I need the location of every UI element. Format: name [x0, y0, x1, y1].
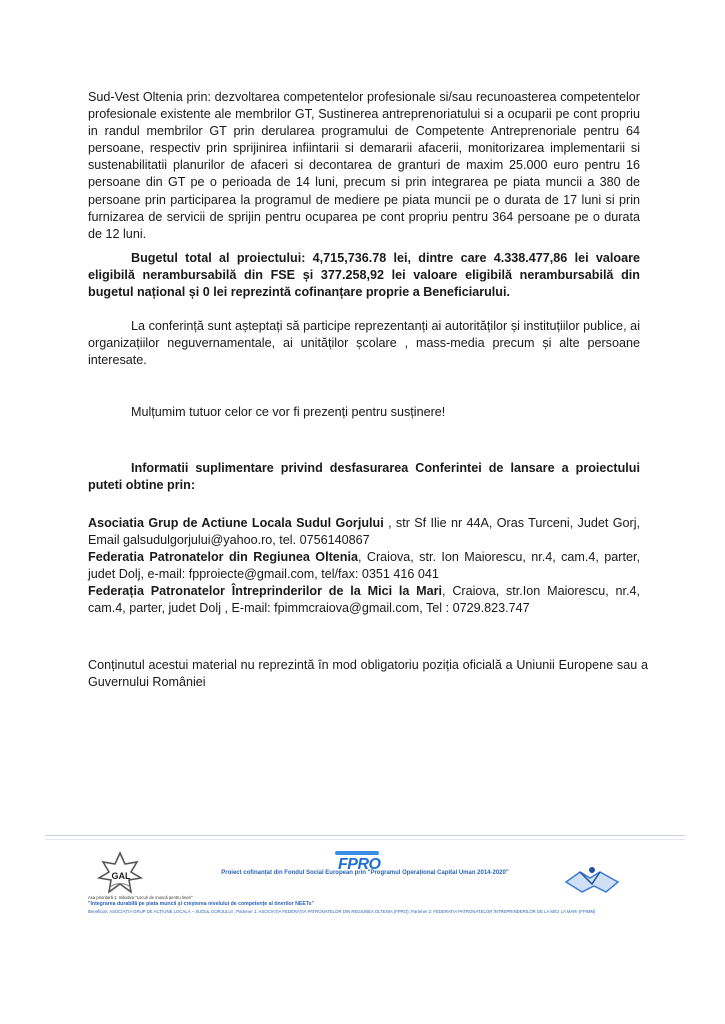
fpro-logo-bar — [335, 851, 379, 855]
fpro-logo-text: FPRO — [338, 856, 381, 873]
footer-beneficiary-text: Beneficiar: ASOCIAȚIA GRUP DE ACȚIUNE LOCALĂ – SUDUL GORJULUI ; Partener 1: ASOCIAȚIA FEDERAȚIA PATRONATELOR DIN REGIUNEA OLTENIA (FPRO); Partener 2: FEDERATIA PATRONATELOR ÎNTREPRINDERILOR DE LA MICI LA MARI (FPIMM) — [88, 909, 596, 914]
invitation-paragraph: La conferință sunt așteptați să participe reprezentanți ai autorităților și instituțiilor publice, ai organizațiilor neguvernamentale, ai unităților școlare , mass-media precum și alte persoane interesate. — [88, 319, 640, 368]
budget-paragraph — [88, 250, 640, 301]
budget-text: Bugetul total al proiectului: 4,715,736.78 lei, dintre care 4.338.477,86 lei valoare eligibilă nerambursabilă din FSE și 377.258,92 lei valoare eligibilă nerambursabilă din bugetul național și 0 lei reprezintă cofinanțare proprie a Beneficiarului. — [88, 251, 640, 300]
contact-details-gal: , str Sf Ilie nr 44A, Oras Turceni, Judet Gorj, Email galsudulgorjului@yahoo.ro, tel. 0756140867 — [88, 516, 640, 548]
fpimm-logo — [562, 862, 622, 898]
contacts-block — [88, 515, 640, 618]
thanks-paragraph: Mulțumim tutuor celor ce vor fi prezenți pentru susținere! — [131, 405, 446, 419]
project-description-paragraph: Sud-Vest Oltenia prin: dezvoltarea competentelor profesionale si/sau recunoasterea competentelor profesionale existente ale membrilor GT, Sustinerea antreprenoriatului si a ocuparii pe cont propriu in randul membrilor GT prin derularea programului de Competente Antreprenoriale pentru 64 persoane, respectiv prin sprijinirea infiintarii si demararii afacerii, monitorizarea implementarii si sustenabilitatii planurilor de afaceri si decontarea de granturi de maxim 25.000 euro pentru 16 persoane din GT pe o perioada de 14 luni, precum si prin integrarea pe piata muncii a 380 de persoane prin participarea la programul de mediere pe piata muncii pe o durata de 17 luni si prin furnizarea de servicii de sprijin pentru ocuparea pe cont propriu pentru 364 persoane pe o durata de 12 luni. — [88, 90, 640, 241]
info-heading — [88, 460, 640, 494]
contact-details-fpro: , Craiova, str. Ion Maiorescu, nr.4, cam.4, parter, judet Dolj, e-mail: fpproiecte@gmail.com, tel/fax: 0351 416 041 — [88, 550, 640, 582]
footer-project-title: "Integrarea durabilă pe piata muncii și creșterea nivelului de competențe al tinerilor NEETs" — [88, 901, 314, 907]
contact-name-gal: Asociatia Grup de Actiune Locala Sudul Gorjului — [88, 516, 384, 530]
contact-details-fpimm: , Craiova, str.Ion Maiorescu, nr.4, cam.4, parter, judet Dolj , E-mail: fpimmcraiova@gmail.com, Tel : 0729.823.747 — [88, 584, 640, 616]
gal-logo — [95, 850, 145, 895]
footer-divider — [45, 835, 685, 836]
footer-cofinanced-text: Proiect cofinanțat din Fondul Social European prin "Programul Operațional Capital Uman 2014-2020" — [221, 870, 509, 876]
contact-name-fpimm: Federația Patronatelor Întreprinderilor de la Mici la Mari — [88, 584, 443, 599]
footer-divider-secondary — [45, 839, 685, 840]
info-heading-text: Informatii suplimentare privind desfasurarea Conferintei de lansare a proiectului puteti obtine prin: — [88, 461, 640, 493]
disclaimer-paragraph: Conținutul acestui material nu reprezintă în mod obligatoriu poziția oficială a Uniunii Europene sau a Guvernului României — [88, 658, 648, 690]
contact-name-fpro: Federatia Patronatelor din Regiunea Oltenia — [88, 550, 358, 565]
footer-axa-text: Axa prioritară 1: Inițiativa "Locuri de muncă pentru tineri" — [88, 895, 193, 900]
gal-logo-text: GAL — [111, 871, 131, 881]
